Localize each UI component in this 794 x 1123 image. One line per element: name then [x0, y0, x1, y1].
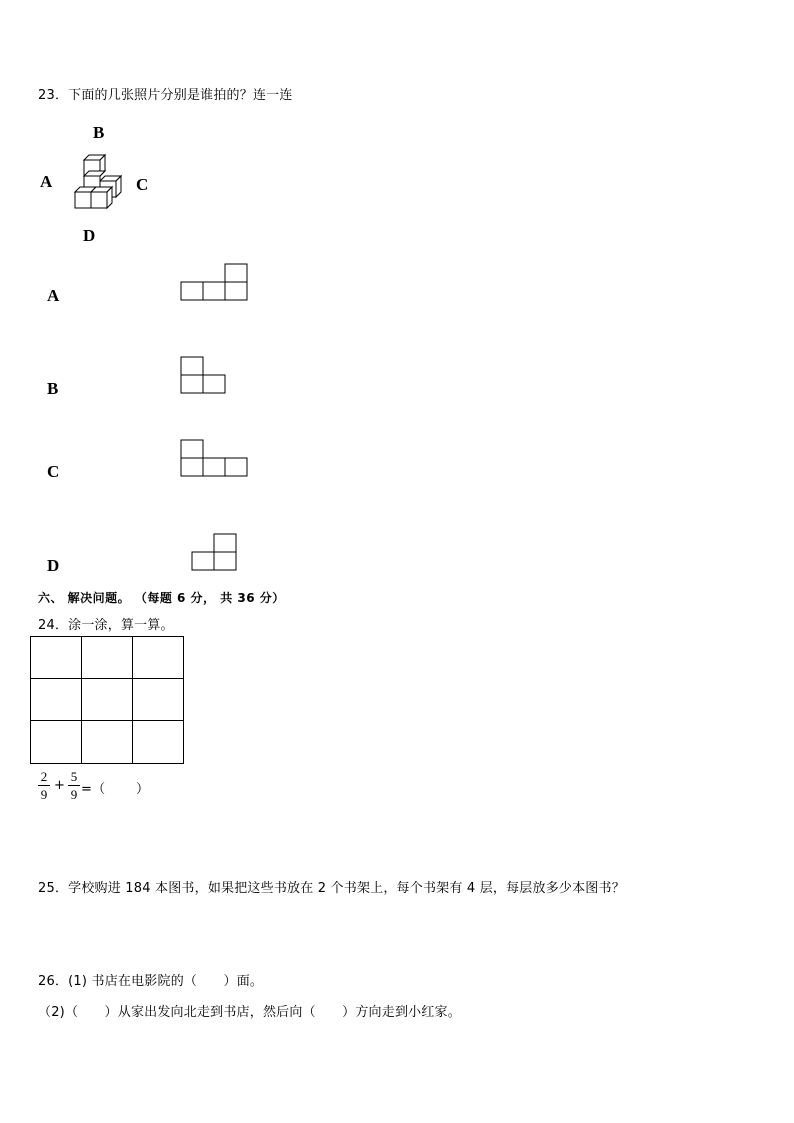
grid-cell: [133, 679, 184, 721]
q26-line2: （2)（ ）从家出发向北走到书店，然后向（ ）方向走到小红家。: [38, 1005, 461, 1020]
cube-label-b: B: [93, 123, 105, 142]
cube-label-d: D: [83, 226, 96, 245]
fraction-denominator: 9: [70, 787, 78, 802]
grid-cell: [82, 679, 133, 721]
fraction-5-9: [68, 770, 80, 801]
view-d-figure: [192, 534, 240, 572]
grid-cell: [31, 679, 82, 721]
q25-text: 25．学校购进 184 本图书，如果把这些书放在 2 个书架上，每个书架有 4 层，每层放多少本图书？: [38, 881, 625, 896]
view-c-figure: [181, 440, 251, 478]
grid-cell: [31, 637, 82, 679]
equation-answer-blank[interactable]: =（ ）: [81, 782, 150, 797]
q24-text: 24．涂一涂，算一算。: [38, 618, 174, 633]
grid-cell: [82, 721, 133, 764]
plus-sign: +: [54, 778, 66, 793]
cube-label-c: C: [136, 175, 149, 194]
q26-line1: 26．(1) 书店在电影院的（ ）面。: [38, 974, 264, 989]
q23-text: 23．下面的几张照片分别是谁拍的？连一连: [38, 88, 293, 103]
cube-stack-figure: [68, 155, 128, 215]
section-heading: 六、 解决问题。 （每题 6 分， 共 36 分）: [38, 591, 285, 605]
grid-cell: [133, 637, 184, 679]
grid-cell: [31, 721, 82, 764]
view-label-b: B: [47, 379, 59, 398]
view-label-d: D: [47, 556, 60, 575]
grid-cell: [82, 637, 133, 679]
fraction-numerator: 5: [70, 769, 78, 784]
fraction-denominator: 9: [40, 787, 48, 802]
view-label-a: A: [47, 286, 60, 305]
view-label-c: C: [47, 462, 60, 481]
fraction-2-9: [38, 770, 50, 801]
grid-cell: [133, 721, 184, 764]
cube-front-right: [91, 187, 112, 208]
view-a-figure: [181, 264, 251, 302]
fraction-numerator: 2: [40, 769, 48, 784]
view-b-figure: [181, 357, 229, 395]
cube-label-a: A: [40, 172, 53, 191]
q24-grid: [30, 636, 186, 766]
